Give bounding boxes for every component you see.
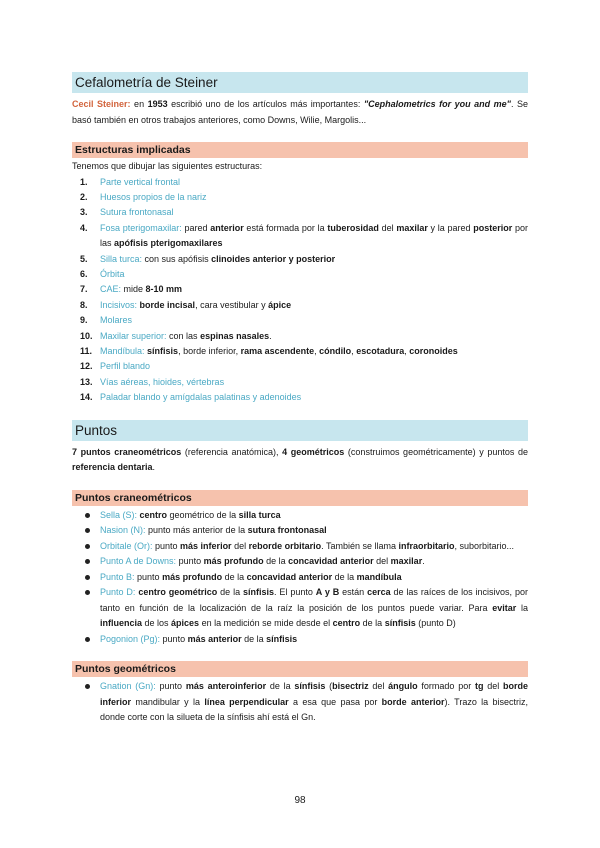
list-item: Punto B: punto más profundo de la concavidad anterior de la mandíbula [72, 570, 528, 586]
article-title: "Cephalometrics for you and me" [363, 99, 511, 109]
list-item: Pogonion (Pg): punto más anterior de la sínfisis [72, 632, 528, 648]
bullet-icon [85, 637, 90, 642]
list-item: Sella (S): centro geométrico de la silla turca [72, 508, 528, 524]
craneometricos-list [72, 508, 528, 648]
list-item: Gnation (Gn): punto más anteroinferior de la sínfisis (bisectriz del ángulo formado por tg del borde inferior mandibular y la línea perpendicular a esa que pasa por borde anterior). Trazo la bisectriz, donde corte con la silueta de la sínfisis ahí está el Gn. [72, 679, 528, 726]
estructuras-list [72, 175, 528, 406]
document-page [72, 72, 528, 726]
list-item: 2. Huesos propios de la nariz [80, 191, 207, 202]
list-item: 8. Incisivos: borde incisal, cara vestibular y ápice [80, 299, 292, 310]
list-item: 9. Molares [80, 315, 133, 326]
list-item: 13. Vías aéreas, hioides, vértebras [80, 376, 225, 387]
list-item: Punto D: centro geométrico de la sínfisis. El punto A y B están cerca de las raíces de los incisivos, por tanto en función de la localización de la raíz la posición de los puntos puede variar. Para evitar la influencia de los ápices en la medición se mide desde el centro de la sínfisis (punto D) [72, 585, 528, 632]
list-item: 11. Mandíbula: sínfisis, borde inferior, rama ascendente, cóndilo, escotadura, coronoides [80, 345, 458, 356]
list-item: Nasion (N): punto más anterior de la sutura frontonasal [72, 523, 528, 539]
bullet-icon [85, 575, 90, 580]
author-name: Cecil Steiner: [72, 99, 131, 109]
bullet-icon [85, 590, 90, 595]
estructuras-lead: Tenemos que dibujar las siguientes estructuras: [72, 161, 263, 171]
list-item: 7. CAE: mide 8-10 mm [80, 284, 183, 295]
page-number: 98 [294, 795, 306, 806]
list-item: 4. Fosa pterigomaxilar: pared anterior está formada por la tuberosidad del maxilar y la pared posterior por las apófisis pterigomaxilares [80, 222, 528, 249]
list-item: 5. Silla turca: con sus apófisis clinoides anterior y posterior [80, 253, 336, 264]
geometricos-list [72, 679, 528, 726]
list-item: Orbitale (Or): punto más inferior del reborde orbitario. También se llama infraorbitario, suborbitario... [72, 539, 528, 555]
list-item: 6. Órbita [80, 268, 125, 279]
bullet-icon [85, 528, 90, 533]
bullet-icon [85, 544, 90, 549]
section-title-geometricos: Puntos geométricos [72, 661, 528, 677]
list-item: 1. Parte vertical frontal [80, 176, 181, 187]
list-item: 12. Perfil blando [80, 361, 151, 372]
bullet-icon [85, 559, 90, 564]
section-title-steiner: Cefalometría de Steiner [72, 72, 528, 93]
year: 1953 [147, 99, 168, 109]
list-item: 10. Maxilar superior: con las espinas nasales. [80, 330, 272, 341]
bullet-icon [85, 513, 90, 518]
list-item: 14. Paladar blando y amígdalas palatinas y adenoides [80, 392, 302, 403]
section-title-estructuras: Estructuras implicadas [72, 142, 528, 158]
puntos-paragraph: 7 puntos craneométricos (referencia anatómica), 4 geométricos (construimos geométricamente) y puntos de referencia dentaria. [72, 446, 528, 473]
list-item: 3. Sutura frontonasal [80, 207, 174, 218]
list-item: Punto A de Downs: punto más profundo de la concavidad anterior del maxilar. [72, 554, 528, 570]
section-title-craneometricos: Puntos craneométricos [72, 490, 528, 506]
section-title-puntos: Puntos [72, 420, 528, 441]
bullet-icon [85, 684, 90, 689]
intro-paragraph: Cecil Steiner: en 1953 escribió uno de los artículos más importantes: "Cephalometrics for you and me". Se basó también en otros trabajos anteriores, como Downs, Wilie, Margolis... [72, 99, 528, 125]
